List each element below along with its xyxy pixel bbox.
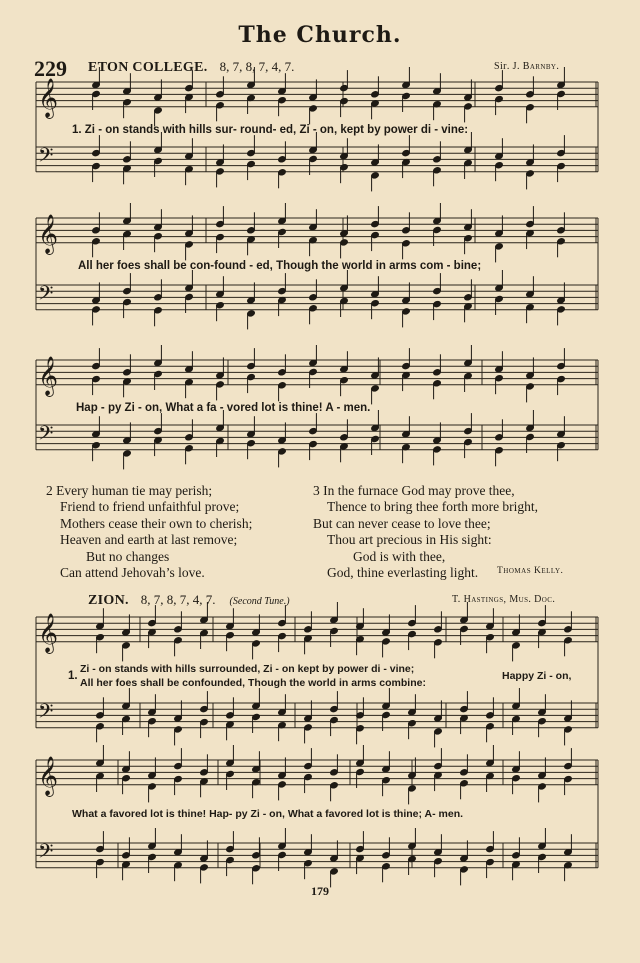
bass-clef: 𝄢 [38, 839, 54, 868]
hymn-number: 229 [34, 56, 67, 81]
verse-line: Mothers cease their own to cherish; [60, 515, 253, 531]
verse-line: Heaven and earth at last remove; [60, 532, 238, 548]
composer-prefix: Sir [494, 61, 507, 72]
meter-2: 8, 7, 8, 7, 4, 7. [140, 592, 216, 607]
alt-tune-label: (Second Tune.) [229, 596, 290, 607]
verse-line: 3 In the furnace God may prove thee, [313, 483, 515, 498]
verse-line: But no changes [86, 548, 170, 564]
verse-line: Can attend Jehovah’s love. [60, 565, 205, 581]
lyric-2-line-2: What a favored lot is thine! Hap- py Zi - on, What a favored lot is thine; A- men. [72, 808, 464, 820]
bass-clef: 𝄢 [38, 281, 54, 310]
composer-name: . J. Barnby. [506, 61, 560, 72]
verse-left [46, 483, 252, 581]
page-number: 179 [311, 884, 329, 898]
bass-clef: 𝄢 [38, 699, 54, 728]
treble-clef: 𝄞 [38, 355, 59, 396]
tune-name: ETON COLLEGE. [88, 60, 208, 75]
tune-name-2: ZION. [88, 593, 129, 608]
treble-clef: 𝄞 [38, 213, 59, 254]
verse-line: God is with thee, [353, 548, 446, 564]
lyric-line-3: Hap - py Zi - on, What a fa - vored lot is thine! A - men. [76, 402, 371, 414]
verse-line: Friend to friend unfaithful prove; [60, 499, 240, 515]
section-title: The Church. [238, 22, 402, 48]
treble-clef: 𝄞 [38, 77, 59, 118]
composer-2: T. Hastings, Mus. Doc. [452, 594, 556, 605]
lyric-line-1: 1. Zi - on stands with hills sur- round- ed, Zi - on, kept by power di - vine: [72, 124, 469, 136]
bass-clef: 𝄢 [38, 143, 54, 172]
treble-clef: 𝄞 [38, 612, 59, 653]
treble-clef: 𝄞 [38, 755, 59, 796]
verse-line: But can never cease to love thee; [313, 515, 491, 531]
meter: 8, 7, 8, 7, 4, 7. [219, 59, 295, 74]
verse-line: Thou art precious in His sight: [327, 532, 492, 548]
verse-line: Thence to bring thee forth more bright, [327, 499, 539, 515]
lyric-2-line-a: Zi - on stands with hills surrounded, Zi - on kept by power di - vine; [80, 663, 415, 675]
verse-line: God, thine everlasting light. [327, 565, 479, 581]
lyric-2-line-b: All her foes shall be confounded, Though the world in arms combine: [80, 677, 426, 689]
lyric-line-2: All her foes shall be con-found - ed, Though the world in arms com - bine; [78, 260, 482, 272]
bass-clef: 𝄢 [38, 421, 54, 450]
author: Thomas Kelly. [497, 566, 564, 576]
lyric-prefix: 1. [68, 670, 78, 682]
hymn2-heading [88, 591, 290, 609]
verse-line: 2 Every human tie may perish; [46, 483, 213, 498]
lyric-2-line-end: Happy Zi - on, [502, 670, 572, 682]
